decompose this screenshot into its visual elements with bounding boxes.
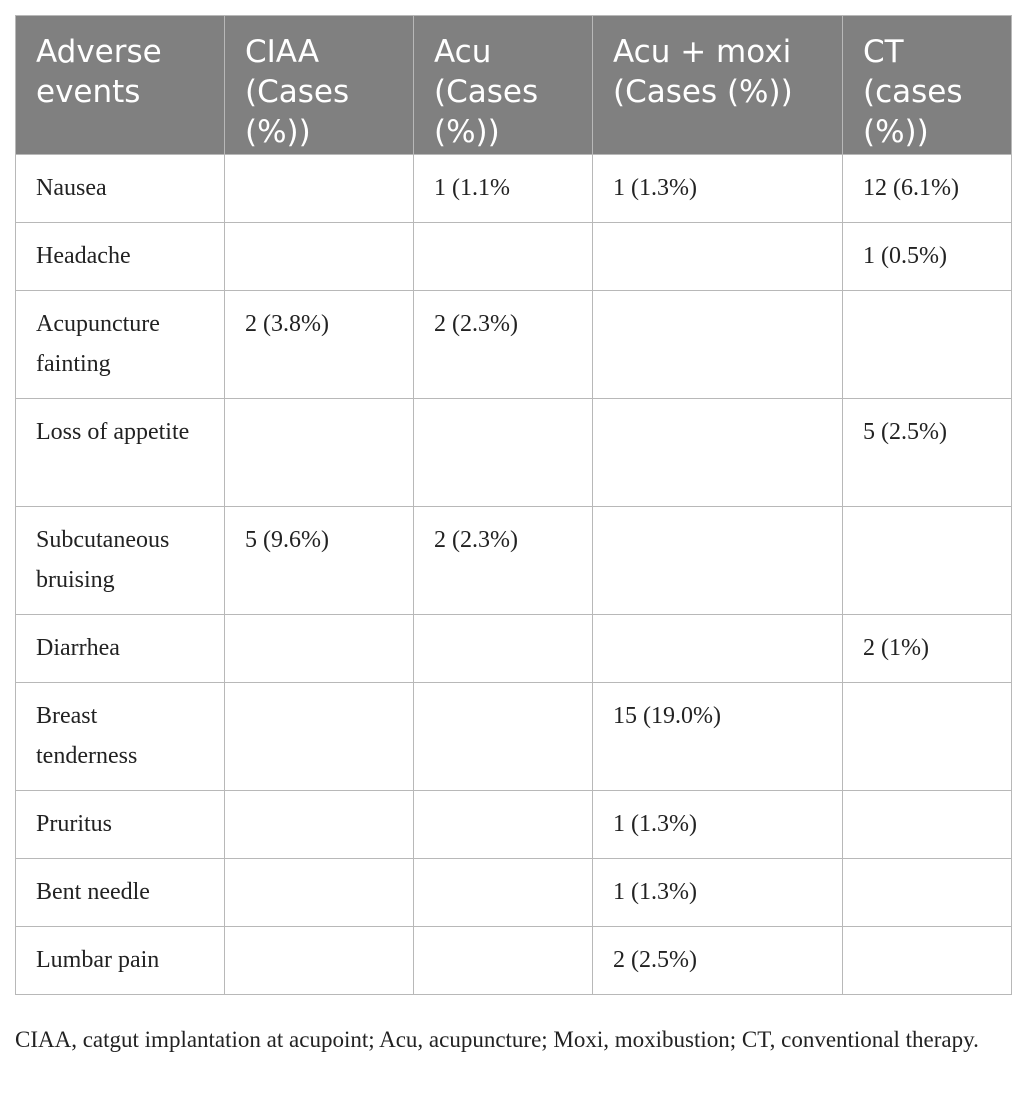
ciaa-cell bbox=[225, 859, 414, 927]
ciaa-cell bbox=[225, 223, 414, 291]
event-name-cell: Headache bbox=[16, 223, 225, 291]
header-adverse-events: Adverse events bbox=[16, 16, 225, 155]
table-row bbox=[16, 399, 1012, 507]
ct-cell bbox=[843, 927, 1012, 995]
ct-cell: 12 (6.1%) bbox=[843, 155, 1012, 223]
acu-cell bbox=[414, 223, 593, 291]
adverse-events-table bbox=[15, 15, 1012, 995]
ct-cell bbox=[843, 859, 1012, 927]
ciaa-cell bbox=[225, 683, 414, 791]
acu-cell bbox=[414, 859, 593, 927]
ct-cell bbox=[843, 791, 1012, 859]
header-acu: Acu (Cases (%)) bbox=[414, 16, 593, 155]
header-ciaa: CIAA (Cases (%)) bbox=[225, 16, 414, 155]
acu-moxi-cell bbox=[593, 615, 843, 683]
event-name-cell: Loss of appetite bbox=[16, 399, 225, 507]
ct-cell bbox=[843, 291, 1012, 399]
table-header bbox=[16, 16, 1012, 155]
acu-cell bbox=[414, 683, 593, 791]
acu-cell: 2 (2.3%) bbox=[414, 291, 593, 399]
table-body bbox=[16, 155, 1012, 995]
event-name-cell: Bent needle bbox=[16, 859, 225, 927]
acu-moxi-cell: 1 (1.3%) bbox=[593, 859, 843, 927]
event-name-cell: Pruritus bbox=[16, 791, 225, 859]
ct-cell bbox=[843, 683, 1012, 791]
table-row bbox=[16, 927, 1012, 995]
header-acu-moxi: Acu + moxi (Cases (%)) bbox=[593, 16, 843, 155]
table-row bbox=[16, 859, 1012, 927]
ciaa-cell bbox=[225, 615, 414, 683]
event-name-cell: Breast tenderness bbox=[16, 683, 225, 791]
acu-moxi-cell: 1 (1.3%) bbox=[593, 155, 843, 223]
ciaa-cell bbox=[225, 927, 414, 995]
ct-cell bbox=[843, 507, 1012, 615]
ciaa-cell bbox=[225, 399, 414, 507]
adverse-events-table-container bbox=[15, 15, 1011, 995]
table-row bbox=[16, 291, 1012, 399]
ciaa-cell bbox=[225, 155, 414, 223]
acu-cell: 1 (1.1% bbox=[414, 155, 593, 223]
table-row bbox=[16, 155, 1012, 223]
acu-moxi-cell: 2 (2.5%) bbox=[593, 927, 843, 995]
acu-moxi-cell bbox=[593, 223, 843, 291]
acu-cell: 2 (2.3%) bbox=[414, 507, 593, 615]
acu-cell bbox=[414, 791, 593, 859]
event-name-cell: Lumbar pain bbox=[16, 927, 225, 995]
ct-cell: 2 (1%) bbox=[843, 615, 1012, 683]
table-row bbox=[16, 223, 1012, 291]
acu-moxi-cell bbox=[593, 399, 843, 507]
acu-cell bbox=[414, 399, 593, 507]
header-ct: CT (cases (%)) bbox=[843, 16, 1012, 155]
event-name-cell: Diarrhea bbox=[16, 615, 225, 683]
acu-cell bbox=[414, 927, 593, 995]
ciaa-cell: 2 (3.8%) bbox=[225, 291, 414, 399]
event-name-cell: Subcutaneous bruising bbox=[16, 507, 225, 615]
ciaa-cell bbox=[225, 791, 414, 859]
table-row bbox=[16, 507, 1012, 615]
acu-moxi-cell: 1 (1.3%) bbox=[593, 791, 843, 859]
acu-moxi-cell bbox=[593, 291, 843, 399]
acu-moxi-cell: 15 (19.0%) bbox=[593, 683, 843, 791]
event-name-cell: Nausea bbox=[16, 155, 225, 223]
acu-cell bbox=[414, 615, 593, 683]
header-row bbox=[16, 16, 1012, 155]
table-row bbox=[16, 615, 1012, 683]
event-name-cell: Acupuncture fainting bbox=[16, 291, 225, 399]
ct-cell: 1 (0.5%) bbox=[843, 223, 1012, 291]
table-footnote: CIAA, catgut implantation at acupoint; Acu, acupuncture; Moxi, moxibustion; CT, conventional therapy. bbox=[15, 1027, 979, 1052]
table-row bbox=[16, 683, 1012, 791]
table-row bbox=[16, 791, 1012, 859]
acu-moxi-cell bbox=[593, 507, 843, 615]
ciaa-cell: 5 (9.6%) bbox=[225, 507, 414, 615]
ct-cell: 5 (2.5%) bbox=[843, 399, 1012, 507]
